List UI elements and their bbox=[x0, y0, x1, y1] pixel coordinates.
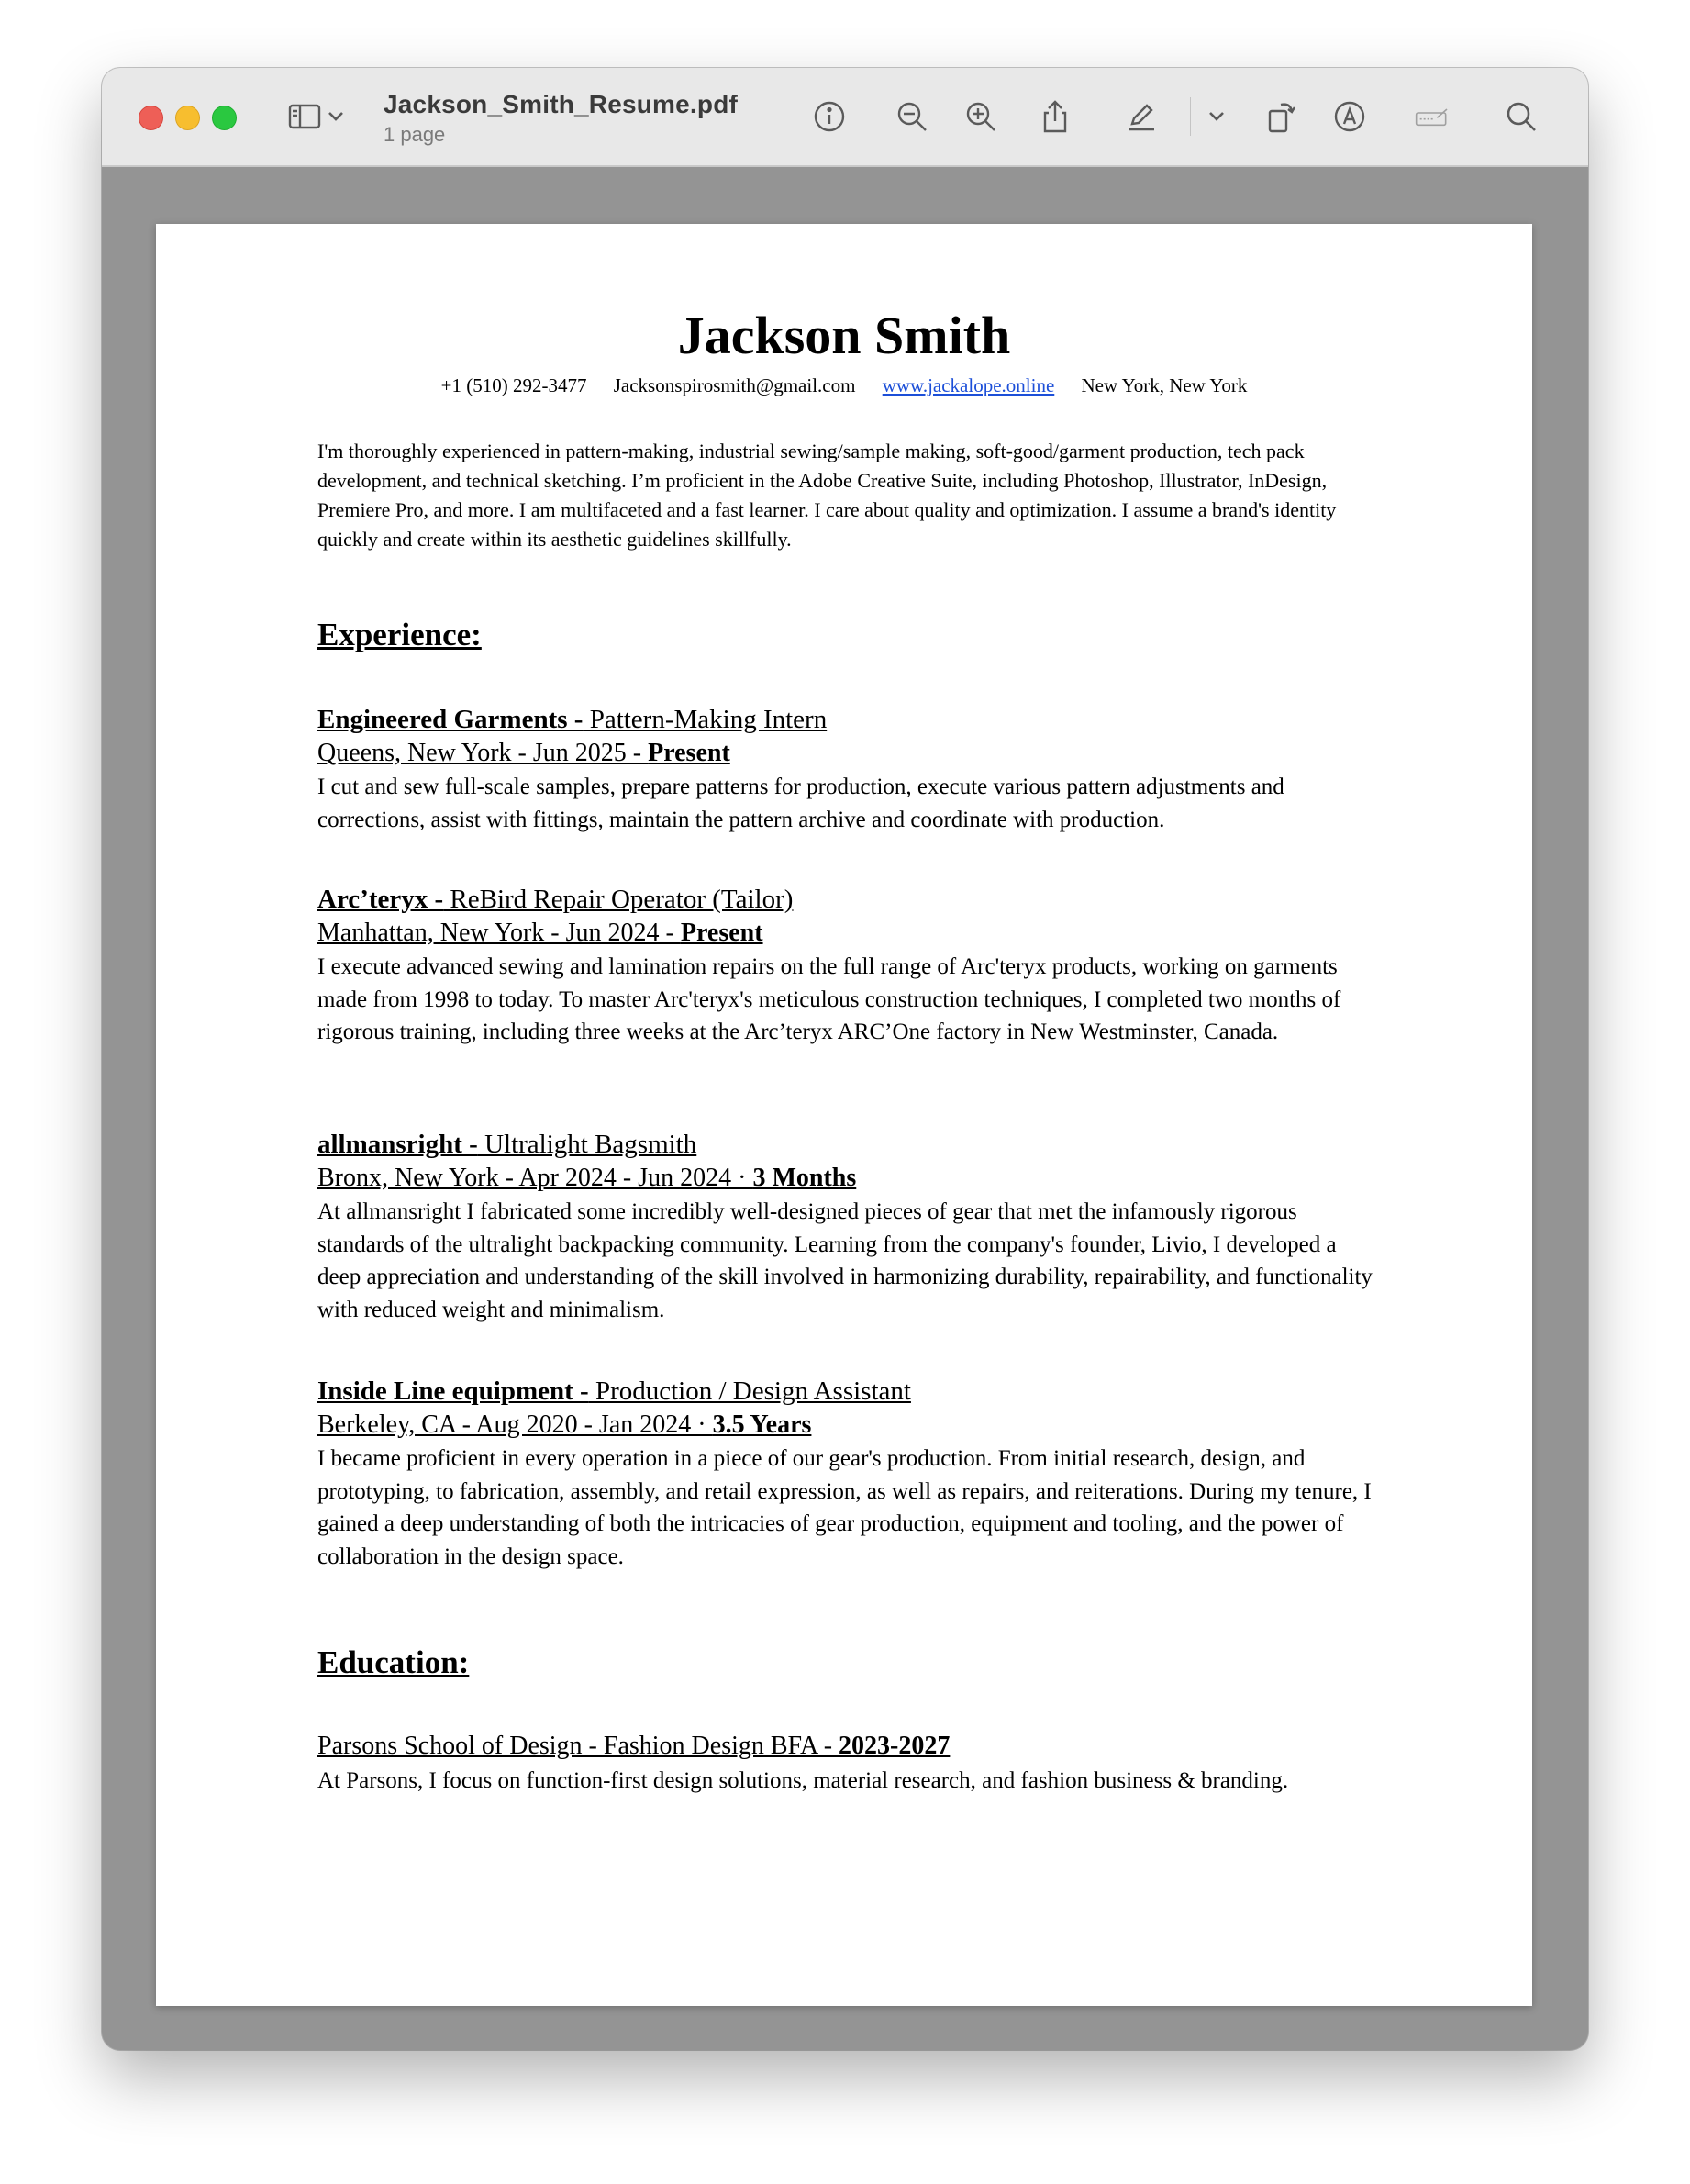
place-dates: Bronx, New York - Apr 2024 - Jun 2024 · bbox=[317, 1164, 753, 1192]
years: 2023-2027 bbox=[839, 1732, 951, 1760]
zoom-in-icon[interactable] bbox=[960, 95, 1002, 138]
place-dates: Berkeley, CA - Aug 2020 - Jan 2024 · bbox=[317, 1410, 713, 1439]
duration: Present bbox=[680, 919, 763, 947]
education-entry bbox=[317, 1729, 1400, 1799]
job-entry bbox=[317, 703, 1382, 836]
job-title-line bbox=[317, 1375, 1382, 1408]
pdf-page bbox=[156, 224, 1532, 2006]
preview-window bbox=[102, 68, 1588, 2050]
company: Inside Line equipment - bbox=[317, 1376, 589, 1406]
duration: 3 Months bbox=[752, 1164, 857, 1192]
job-title-line bbox=[317, 883, 1382, 916]
zoom-button[interactable] bbox=[212, 106, 237, 130]
job-title-line bbox=[317, 703, 1382, 736]
place-dates: Manhattan, New York - Jun 2024 - bbox=[317, 919, 681, 947]
place-dates: Queens, New York - Jun 2025 - bbox=[317, 739, 649, 767]
job-meta bbox=[317, 1408, 1382, 1443]
signature-icon[interactable] bbox=[1405, 95, 1460, 138]
school: Parsons School of Design - Fashion Design BFA - bbox=[317, 1732, 839, 1760]
close-button[interactable] bbox=[139, 106, 163, 130]
summary: I'm thoroughly experienced in pattern-making, industrial sewing/sample making, soft-good/garment production, tech pack development, and technical sketching. I’m proficient in the Adobe Creative Suite, including Photoshop, Illustrator, InDesign, Premiere Pro, and more. I am multifaceted and a fast learner. I care about quality and optimization. I assume a brand's identity quickly and create within its aesthetic guidelines skillfully. bbox=[317, 440, 1337, 551]
sidebar-icon[interactable] bbox=[284, 95, 326, 138]
role: ReBird Repair Operator (Tailor) bbox=[443, 885, 794, 914]
company: Arc’teryx - bbox=[317, 885, 444, 914]
chevron-down-icon[interactable] bbox=[322, 95, 350, 138]
job-meta bbox=[317, 736, 1382, 771]
experience-heading: Experience: bbox=[317, 617, 482, 652]
education-description: At Parsons, I focus on function-first design solutions, material research, and fashion business & branding. bbox=[317, 1768, 1289, 1793]
job-description: I became proficient in every operation in a piece of our gear's production. From initial research, design, and prototyping, to fabrication, assembly, and retail expression, as well as repairs, and reiterations. During my tenure, I gained a deep understanding of both the intricacies of gear production, equipment and tooling, and the power of collaboration in the design space. bbox=[317, 1446, 1372, 1569]
job-meta bbox=[317, 916, 1382, 951]
toolbar-divider bbox=[1190, 97, 1191, 136]
duration: 3.5 Years bbox=[712, 1410, 812, 1439]
company: Engineered Garments - bbox=[317, 705, 584, 734]
website-link[interactable]: www.jackalope.online bbox=[882, 374, 1055, 396]
minimize-button[interactable] bbox=[175, 106, 200, 130]
chevron-down-icon[interactable] bbox=[1203, 95, 1230, 138]
info-icon[interactable] bbox=[808, 95, 851, 138]
search-icon[interactable] bbox=[1500, 95, 1542, 138]
role: Pattern-Making Intern bbox=[583, 705, 828, 734]
company: allmansright - bbox=[317, 1130, 478, 1159]
education-title-line bbox=[317, 1729, 1400, 1764]
markup-icon[interactable] bbox=[1329, 95, 1371, 138]
role: Ultralight Bagsmith bbox=[477, 1130, 697, 1159]
job-entry bbox=[317, 1375, 1382, 1573]
job-entry bbox=[317, 883, 1382, 1049]
job-description: I execute advanced sewing and lamination repairs on the full range of Arc'teryx products, working on garments made from 1998 to today. To master Arc'teryx's meticulous construction techniques, I completed two months of rigorous training, including three weeks at the Arc’teryx ARC’One factory in New Westminster, Canada. bbox=[317, 954, 1341, 1044]
resume-name: Jackson Smith bbox=[677, 306, 1011, 365]
phone: +1 (510) 292-3477 bbox=[440, 374, 587, 396]
job-meta bbox=[317, 1161, 1382, 1196]
highlight-icon[interactable] bbox=[1120, 95, 1162, 138]
titlebar bbox=[102, 68, 1588, 167]
education-heading: Education: bbox=[317, 1644, 470, 1680]
email: Jacksonspirosmith@gmail.com bbox=[613, 374, 856, 396]
location: New York, New York bbox=[1081, 374, 1248, 396]
rotate-icon[interactable] bbox=[1260, 95, 1302, 138]
contact-line bbox=[156, 374, 1532, 397]
job-description: At allmansright I fabricated some incredibly well-designed pieces of gear that met the infamously rigorous standards of the ultralight backpacking community. Learning from the company's founder, Livio, I developed a deep appreciation and understanding of the skill involved in harmonizing durability, repairability, and functionality with reduced weight and minimalism. bbox=[317, 1199, 1373, 1322]
job-description: I cut and sew full-scale samples, prepare patterns for production, execute various pattern adjustments and corrections, assist with fittings, maintain the pattern archive and coordinate with production. bbox=[317, 774, 1284, 832]
zoom-out-icon[interactable] bbox=[891, 95, 933, 138]
page-count: 1 page bbox=[384, 123, 446, 146]
duration: Present bbox=[648, 739, 730, 767]
job-title-line bbox=[317, 1128, 1382, 1161]
document-title: Jackson_Smith_Resume.pdf bbox=[384, 90, 739, 118]
role: Production / Design Assistant bbox=[588, 1376, 911, 1406]
job-entry bbox=[317, 1128, 1382, 1326]
share-icon[interactable] bbox=[1034, 95, 1076, 138]
